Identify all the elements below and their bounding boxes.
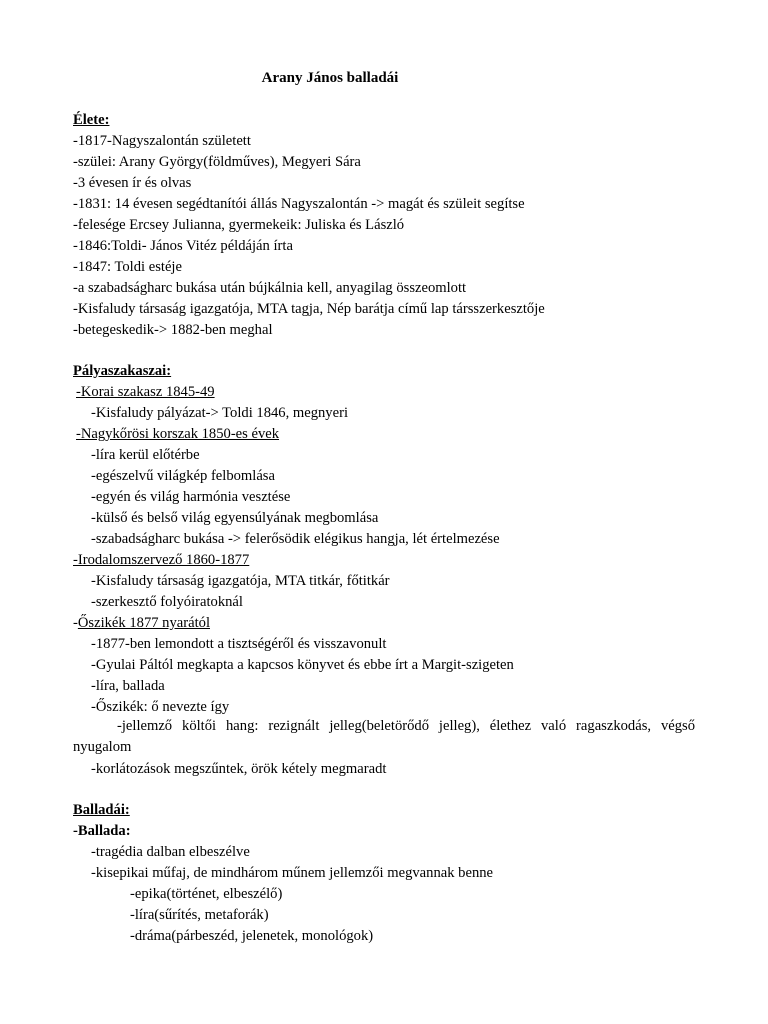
list-item: -dráma(párbeszéd, jelenetek, monológok): [130, 928, 374, 944]
section-heading-elete: Élete:: [73, 112, 110, 128]
list-item: -tragédia dalban elbeszélve: [91, 844, 250, 860]
list-item: -felesége Ercsey Julianna, gyermekeik: Juliska és László: [73, 217, 405, 233]
justified-paragraph: [73, 716, 695, 758]
list-item: -Kisfaludy társaság igazgatója, MTA tagja, Nép barátja című lap társszerkesztője: [73, 301, 545, 317]
paragraph-line: -jellemző költői hang: rezignált jelleg(beletörődő jelleg), élethez való ragaszkodás, végső: [117, 718, 695, 734]
list-item: -Kisfaludy pályázat-> Toldi 1846, megnyeri: [91, 405, 348, 421]
subsection-title: Őszikék 1877 nyarától: [77, 615, 210, 631]
list-item: -1847: Toldi estéje: [73, 259, 182, 275]
section-heading-balladai: Balladái:: [73, 802, 130, 818]
list-item: -líra(sűrítés, metaforák): [130, 907, 269, 923]
subsection-oszikek: [73, 613, 210, 633]
list-item: -a szabadságharc bukása után bújkálnia kell, anyagilag összeomlott: [73, 280, 467, 296]
subsection-title: -Nagykőrösi korszak 1850-es évek: [76, 426, 280, 442]
list-item: -korlátozások megszűntek, örök kétely megmaradt: [91, 761, 387, 777]
list-item: -Kisfaludy társaság igazgatója, MTA titkár, főtitkár: [91, 573, 390, 589]
list-item: -1831: 14 évesen segédtanítói állás Nagyszalontán -> magát és szüleit segítse: [73, 196, 525, 212]
section-heading-palyaszakaszai: Pályaszakaszai:: [73, 363, 172, 379]
subsection-nagykorosi: [76, 424, 279, 444]
subsection-dash: -: [73, 615, 78, 631]
list-item: -1846:Toldi- János Vitéz példáján írta: [73, 238, 293, 254]
list-item: -szerkesztő folyóiratoknál: [91, 594, 243, 610]
subsection-title: -Irodalomszervező 1860-1877: [73, 552, 250, 568]
list-item: -líra kerül előtérbe: [91, 447, 200, 463]
list-item: -1877-ben lemondott a tisztségéről és visszavonult: [91, 636, 387, 652]
paragraph-line: nyugalom: [73, 739, 132, 755]
document-title: Arany János balladái: [261, 70, 399, 86]
list-item: -betegeskedik-> 1882-ben meghal: [73, 322, 273, 338]
list-item: -1817-Nagyszalontán született: [73, 133, 251, 149]
list-item: -Őszikék: ő nevezte így: [91, 699, 230, 715]
list-item: -szabadságharc bukása -> felerősödik elégikus hangja, lét értelmezése: [91, 531, 500, 547]
list-item: -egészelvű világkép felbomlása: [91, 468, 275, 484]
list-item: -Gyulai Páltól megkapta a kapcsos könyvet és ebbe írt a Margit-szigeten: [91, 657, 514, 673]
subsection-ballada: -Ballada:: [73, 823, 131, 839]
list-item: -kisepikai műfaj, de mindhárom műnem jellemzői megvannak benne: [91, 865, 494, 881]
list-item: -külső és belső világ egyensúlyának megbomlása: [91, 510, 379, 526]
subsection-title: -Korai szakasz 1845-49: [76, 384, 215, 400]
list-item: -líra, ballada: [91, 678, 165, 694]
list-item: -egyén és világ harmónia vesztése: [91, 489, 291, 505]
subsection-korai: [76, 382, 215, 402]
list-item: -szülei: Arany György(földműves), Megyeri Sára: [73, 154, 361, 170]
list-item: -3 évesen ír és olvas: [73, 175, 192, 191]
subsection-irodalomszervezo: [73, 550, 249, 570]
list-item: -epika(történet, elbeszélő): [130, 886, 283, 902]
